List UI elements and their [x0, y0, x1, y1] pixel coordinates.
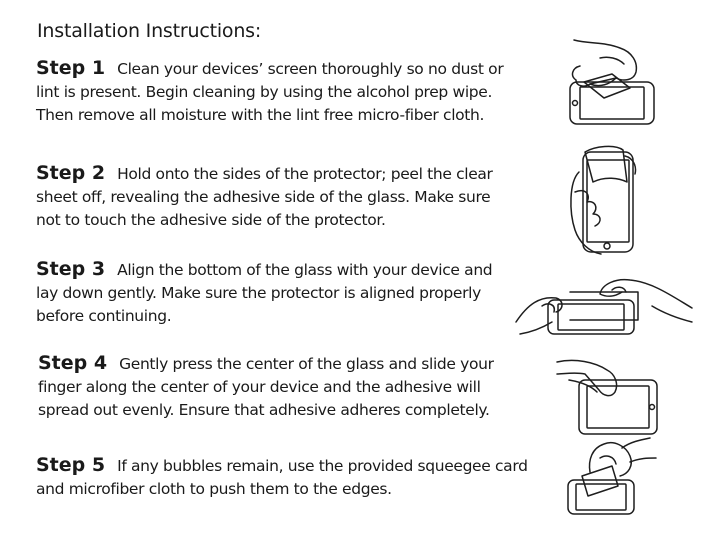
- step-3-illustration: [512, 262, 697, 342]
- step-1-label: Step 1: [36, 57, 106, 79]
- step-2-line-3: not to touch the adhesive side of the protector.: [36, 211, 386, 229]
- step-2-line-1: Hold onto the sides of the protector; peel the clear: [117, 165, 493, 183]
- step-4: [38, 352, 494, 422]
- step-5-illustration: [560, 436, 660, 520]
- step-1: [36, 57, 503, 127]
- step-4-illustration: [555, 350, 660, 440]
- step-2-label: Step 2: [36, 162, 106, 184]
- step-3-line-1: Align the bottom of the glass with your device and: [117, 261, 493, 279]
- step-3-line-2: lay down gently. Make sure the protector is aligned properly: [36, 284, 481, 302]
- step-3-line-3: before continuing.: [36, 307, 172, 325]
- step-1-line-2: lint is present. Begin cleaning by using the alcohol prep wipe.: [36, 83, 493, 101]
- step-2: [36, 162, 493, 232]
- step-4-label: Step 4: [38, 352, 108, 374]
- step-4-line-1: Gently press the center of the glass and slide your: [119, 355, 494, 373]
- step-4-line-2: finger along the center of your device and the adhesive will: [38, 378, 481, 396]
- step-2-illustration: [565, 142, 645, 260]
- step-4-line-3: spread out evenly. Ensure that adhesive adheres completely.: [38, 401, 490, 419]
- step-5: [36, 454, 528, 501]
- step-5-line-2: and microfiber cloth to push them to the edges.: [36, 480, 392, 498]
- step-3-label: Step 3: [36, 258, 106, 280]
- step-5-line-1: If any bubbles remain, use the provided squeegee card: [117, 457, 528, 475]
- page-title: Installation Instructions:: [37, 20, 262, 42]
- step-1-illustration: [560, 38, 660, 130]
- step-5-label: Step 5: [36, 454, 106, 476]
- step-3: [36, 258, 492, 328]
- step-1-line-3: Then remove all moisture with the lint free micro-fiber cloth.: [36, 106, 485, 124]
- step-2-line-2: sheet off, revealing the adhesive side of the glass. Make sure: [36, 188, 491, 206]
- step-1-line-1: Clean your devices’ screen thoroughly so no dust or: [117, 60, 504, 78]
